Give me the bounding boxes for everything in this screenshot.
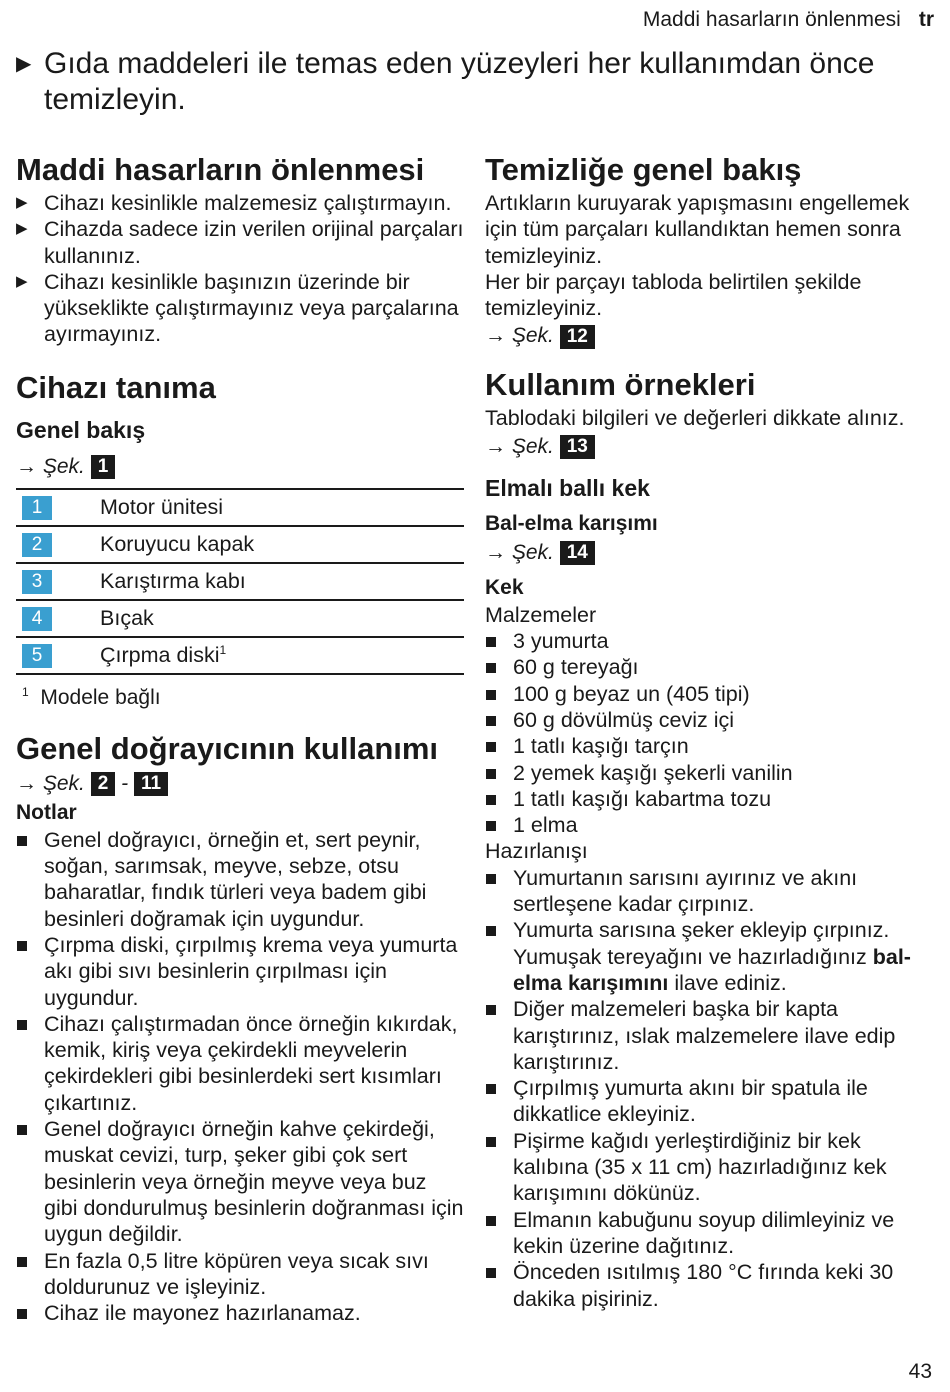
table-row <box>16 637 464 674</box>
list-item: Cihazı çalıştırmadan önce örneğin kıkırdak, kemik, kiriş veya çekirdekli meyvelerin çekirdekleri gibi besinlerdeki sert kısımları çıkartınız. <box>16 1011 464 1116</box>
subsection-overview: Genel bakış <box>16 416 146 443</box>
part-number: 4 <box>22 607 52 631</box>
triangle-bullet-icon: ▶ <box>16 272 28 290</box>
list-item: 1 elma <box>485 812 925 838</box>
square-bullet-icon <box>486 1137 496 1147</box>
list-item: 100 g beyaz un (405 tipi) <box>485 681 925 707</box>
part-name: Koruyucu kapak <box>100 526 464 563</box>
footnote-mark: 1 <box>22 684 29 699</box>
top-note <box>16 46 916 118</box>
figure-badge: 11 <box>134 772 168 796</box>
emphasis: bal-elma karışımını <box>513 944 911 995</box>
ingredients-label: Malzemeler <box>485 602 597 627</box>
figure-badge: 13 <box>560 435 595 459</box>
header-lang: tr <box>918 8 934 31</box>
ingredients-list <box>485 628 925 838</box>
square-bullet-icon <box>486 663 496 673</box>
table-row <box>16 600 464 637</box>
square-bullet-icon <box>17 1309 27 1319</box>
page-header <box>643 8 934 32</box>
square-bullet-icon <box>486 690 496 700</box>
list-item: Diğer malzemeleri başka bir kapta karıştırınız, ıslak malzemelere ilave edip karıştırınız. <box>485 996 925 1075</box>
table-row <box>16 526 464 563</box>
list-item: 3 yumurta <box>485 628 925 654</box>
footnote-ref: 1 <box>219 642 227 657</box>
arrow-icon: → <box>16 771 37 795</box>
list-item: Pişirme kağıdı yerleştirdiğiniz bir kek kalıbına (35 x 11 cm) hazırladığınız kek karışımını dökünüz. <box>485 1128 925 1207</box>
figure-ref: → Şek. 13 <box>485 432 925 462</box>
table-row <box>16 489 464 526</box>
section-title-chopper: Genel doğrayıcının kullanımı <box>16 730 439 766</box>
figure-badge: 12 <box>560 325 595 349</box>
cake-title: Kek <box>485 575 524 599</box>
triangle-bullet-icon: ▶ <box>16 194 28 211</box>
square-bullet-icon <box>486 1216 496 1226</box>
list-item: Cihaz ile mayonez hazırlanamaz. <box>16 1300 464 1326</box>
arrow-icon: → <box>485 324 506 348</box>
part-number: 5 <box>22 644 52 668</box>
arrow-icon: → <box>16 454 37 478</box>
square-bullet-icon <box>486 874 496 884</box>
preparation-list <box>485 865 925 1312</box>
list-item: Çırpılmış yumurta akını bir spatula ile dikkatlice ekleyiniz. <box>485 1075 925 1128</box>
arrow-icon: → <box>485 540 506 564</box>
figure-badge: 2 <box>91 772 116 796</box>
part-number: 3 <box>22 570 52 594</box>
part-name: Karıştırma kabı <box>100 563 464 600</box>
list-item: 60 g tereyağı <box>485 654 925 680</box>
figure-ref: → Şek. 2 - 11 <box>16 769 464 799</box>
part-name: Motor ünitesi <box>100 489 464 526</box>
square-bullet-icon <box>486 1005 496 1015</box>
list-item: En fazla 0,5 litre köpüren veya sıcak sıvı doldurunuz ve işleyiniz. <box>16 1248 464 1301</box>
square-bullet-icon <box>17 1125 27 1135</box>
triangle-bullet-icon: ▶ <box>16 220 28 238</box>
figure-ref: → Şek. 12 <box>485 321 925 351</box>
list-item: 60 g dövülmüş ceviz içi <box>485 707 925 733</box>
square-bullet-icon <box>17 1020 27 1030</box>
list-item: Çırpma diski, çırpılmış krema veya yumurta akı gibi sıvı besinlerin çırpılması için uygundur. <box>16 932 464 1011</box>
list-item: Elmanın kabuğunu soyup dilimleyiniz ve kekin üzerine dağıtınız. <box>485 1207 925 1260</box>
top-note-text: Gıda maddeleri ile temas eden yüzeyleri her kullanımdan önce temizleyin. <box>44 47 875 116</box>
list-item: ▶ Cihazı kesinlikle başınızın üzerinde bir yükseklikte çalıştırmayınız veya parçalarına ayırmayınız. <box>16 269 459 347</box>
list-item: 2 yemek kaşığı şekerli vanilin <box>485 760 925 786</box>
recipe-title: Elmalı ballı kek <box>485 474 650 501</box>
page-number: 43 <box>908 1360 932 1383</box>
part-name: Bıçak <box>100 600 464 637</box>
list-item: ▶ Cihazı kesinlikle malzemesiz çalıştırmayın. <box>16 191 452 215</box>
square-bullet-icon <box>17 836 27 846</box>
square-bullet-icon <box>486 926 496 936</box>
list-item: Genel doğrayıcı örneğin kahve çekirdeği, muskat cevizi, turp, şeker gibi çok sert besinlerin veya örneğin meyve veya buz gibi dondurulmuş besinlerin doğranması için uygun değildir. <box>16 1116 464 1247</box>
table-footnote: $^1$ Modele bağlı <box>22 684 161 709</box>
damage-list <box>16 190 464 348</box>
square-bullet-icon <box>486 637 496 647</box>
list-item: ▶ Cihazda sadece izin verilen orijinal parçaları kullanınız. <box>16 217 464 268</box>
figure-badge: 1 <box>91 455 116 479</box>
cleaning-paragraph: Artıkların kuruyarak yapışmasını engellemek için tüm parçaları kullandıktan hemen sonra temizleyiniz. <box>485 191 910 268</box>
list-item: Önceden ısıtılmış 180 °C fırında keki 30 dakika pişiriniz. <box>485 1259 925 1312</box>
examples-paragraph: Tablodaki bilgileri ve değerleri dikkate alınız. <box>485 406 905 431</box>
square-bullet-icon <box>486 769 496 779</box>
square-bullet-icon <box>486 742 496 752</box>
list-item: Genel doğrayıcı, örneğin et, sert peynir, soğan, sarımsak, meyve, sebze, otsu baharatlar, fındık türleri veya badem gibi besinleri doğramak için uygundur. <box>16 827 464 932</box>
notes-list <box>16 827 464 1327</box>
square-bullet-icon <box>17 1257 27 1267</box>
figure-badge: 14 <box>560 541 595 565</box>
part-number: 1 <box>22 496 52 520</box>
figure-ref: → Şek. 14 <box>485 538 925 568</box>
part-number: 2 <box>22 533 52 557</box>
right-column <box>485 150 925 1312</box>
square-bullet-icon <box>486 821 496 831</box>
header-section: Maddi hasarların önlenmesi <box>642 8 901 31</box>
section-title-damage: Maddi hasarların önlenmesi <box>16 152 425 187</box>
square-bullet-icon <box>486 1268 496 1278</box>
preparation-label: Hazırlanışı <box>485 839 588 864</box>
figure-ref: → Şek. 1 <box>16 452 464 482</box>
triangle-bullet-icon: ▶ <box>16 53 32 75</box>
part-name: Çırpma diski$^1$ <box>100 637 464 674</box>
square-bullet-icon <box>17 941 27 951</box>
notes-title: Notlar <box>16 800 77 824</box>
list-item: Yumurta sarısına şeker ekleyip çırpınız. Yumuşak tereyağını ve hazırladığınız bal-elma karışımını ilave ediniz. <box>485 917 925 996</box>
list-item: 1 tatlı kaşığı kabartma tozu <box>485 786 925 812</box>
section-title-cleaning: Temizliğe genel bakış <box>485 152 802 187</box>
table-row <box>16 563 464 600</box>
square-bullet-icon <box>486 716 496 726</box>
cleaning-paragraph: Her bir parçayı tabloda belirtilen şekilde temizleyiniz. <box>485 269 862 321</box>
list-item: Yumurtanın sarısını ayırınız ve akını sertleşene kadar çırpınız. <box>485 865 925 918</box>
parts-table <box>16 488 464 675</box>
square-bullet-icon <box>486 1084 496 1094</box>
section-title-device: Cihazı tanıma <box>16 369 216 405</box>
square-bullet-icon <box>486 795 496 805</box>
arrow-icon: → <box>485 434 506 458</box>
left-column <box>16 150 464 1326</box>
recipe-subtitle: Bal-elma karışımı <box>485 511 658 535</box>
list-item: 1 tatlı kaşığı tarçın <box>485 733 925 759</box>
section-title-examples: Kullanım örnekleri <box>485 367 756 403</box>
